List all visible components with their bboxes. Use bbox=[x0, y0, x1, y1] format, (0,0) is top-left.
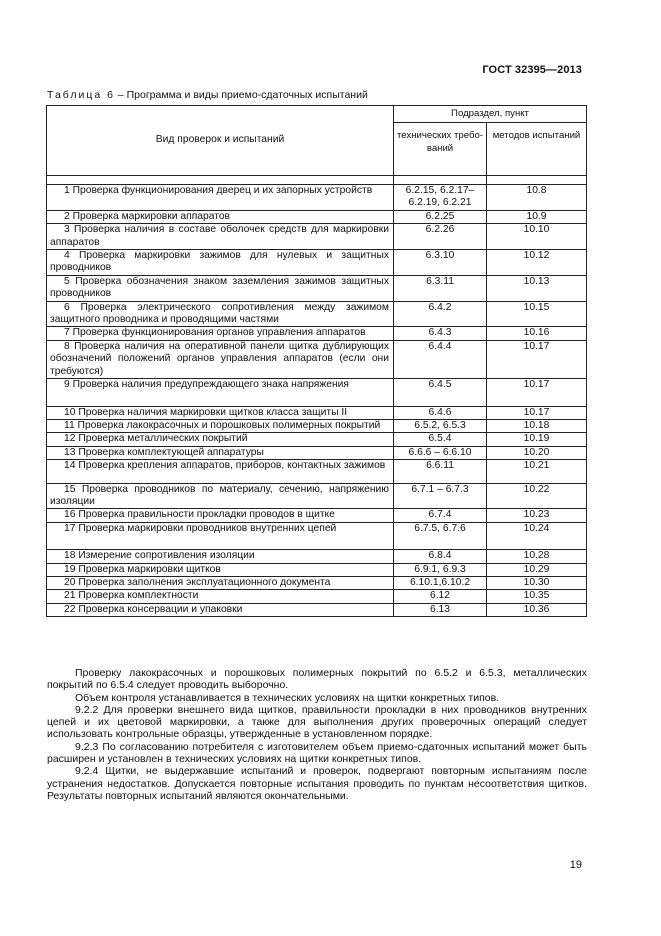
check-name-cell: 9 Проверка наличия предупреждающего знака напряжения bbox=[47, 379, 394, 406]
check-name-cell: 8 Проверка наличия на оперативной панели щитка дублирующих обозначений положений органов управления аппаратов (если они требуются) bbox=[47, 340, 394, 378]
check-name-cell: 18 Измерение сопротивления изоляции bbox=[47, 550, 394, 563]
table-row bbox=[47, 433, 587, 446]
table-row bbox=[47, 210, 587, 223]
table-caption-title: Программа и виды приемо-сдаточных испытаний bbox=[126, 89, 368, 101]
check-name-cell: 12 Проверка металлических покрытий bbox=[47, 433, 394, 446]
check-name-cell: 2 Проверка маркировки аппаратов bbox=[47, 210, 394, 223]
tech-requirement-cell: 6.4.6 bbox=[394, 406, 487, 419]
header-subsection: Подраздел, пункт bbox=[394, 106, 587, 123]
check-name-cell: 4 Проверка маркировки зажимов для нулевых и защитных проводников bbox=[47, 250, 394, 276]
check-name-cell: 20 Проверка заполнения эксплуатационного документа bbox=[47, 576, 394, 589]
paragraph: 9.2.3 По согласованию потребителя с изготовителем объем приемо-сдаточных испытаний может быть расширен и установлен в технических условиях на щитки конкретных типов. bbox=[47, 740, 587, 766]
table-row bbox=[47, 460, 587, 483]
test-method-cell: 10.18 bbox=[487, 419, 587, 432]
check-name-cell: 10 Проверка наличия маркировки щитков класса защиты II bbox=[47, 406, 394, 419]
paragraph: Объем контроля устанавливается в технических условиях на щитки конкретных типов. bbox=[75, 691, 500, 704]
check-name-cell: 21 Проверка комплектности bbox=[47, 590, 394, 603]
paragraph: 9.2.4 Щитки, не выдержавшие испытаний и проверок, подвергают повторным испытаниям после устранения недостатков. Допускается повторные испытания проводить по пунктам несоответствия щитков. Результаты повторных испытаний являются окончательными. bbox=[47, 765, 587, 802]
table-row bbox=[47, 327, 587, 340]
table-row bbox=[47, 406, 587, 419]
tech-requirement-cell: 6.4.2 bbox=[394, 301, 487, 327]
table-row bbox=[47, 550, 587, 563]
check-name-cell: 1 Проверка функционирования дверец и их запорных устройств bbox=[47, 185, 394, 211]
table-row bbox=[47, 563, 587, 576]
check-name-cell: 5 Проверка обозначения знаком заземления зажимов защитных проводников bbox=[47, 275, 394, 301]
table-row bbox=[47, 576, 587, 589]
tech-requirement-cell: 6.3.10 bbox=[394, 250, 487, 276]
tech-requirement-cell: 6.5.4 bbox=[394, 433, 487, 446]
paragraph: 9.2.2 Для проверки внешнего вида щитков, правильности прокладки в них проводников внутренних цепей и их цветовой маркировки, а также для выполнения других проверочных операций следует использовать контрольные образцы, утвержденные в установленном порядке. bbox=[47, 703, 587, 741]
check-name-cell: 17 Проверка маркировки проводников внутренних цепей bbox=[47, 522, 394, 549]
check-name-cell: 3 Проверка наличия в составе оболочек средств для маркировки аппаратов bbox=[47, 224, 394, 250]
test-method-cell: 10.35 bbox=[487, 590, 587, 603]
table-caption-dash: – bbox=[114, 89, 127, 101]
test-method-cell: 10.29 bbox=[487, 563, 587, 576]
body-text bbox=[47, 667, 587, 802]
check-name-cell: 19 Проверка маркировки щитков bbox=[47, 563, 394, 576]
test-method-cell: 10.24 bbox=[487, 522, 587, 549]
tech-requirement-cell: 6.9.1, 6.9.3 bbox=[394, 563, 487, 576]
check-name-cell: 22 Проверка консервации и упаковки bbox=[47, 603, 394, 616]
test-method-cell: 10.8 bbox=[487, 185, 587, 211]
test-method-cell: 10.20 bbox=[487, 446, 587, 459]
test-method-cell: 10.12 bbox=[487, 250, 587, 276]
check-name-cell: 16 Проверка правильности прокладки проводов в щитке bbox=[47, 509, 394, 522]
table-caption-label: Таблица 6 bbox=[47, 89, 115, 101]
check-name-cell: 6 Проверка электрического сопротивления между зажимом защитного проводника и проводящими частями bbox=[47, 301, 394, 327]
tech-requirement-cell: 6.7.1 – 6.7.3 bbox=[394, 483, 487, 509]
test-method-cell: 10.16 bbox=[487, 327, 587, 340]
header-check-type: Вид проверок и испытаний bbox=[47, 106, 394, 176]
tech-requirement-cell: 6.7.4 bbox=[394, 509, 487, 522]
standard-designation: ГОСТ 32395—2013 bbox=[482, 64, 582, 76]
header-tech-requirements: технических требо-ваний bbox=[394, 123, 487, 176]
tech-requirement-cell: 6.3.11 bbox=[394, 275, 487, 301]
test-method-cell: 10.10 bbox=[487, 224, 587, 250]
table-row bbox=[47, 603, 587, 616]
test-method-cell: 10.17 bbox=[487, 379, 587, 406]
tech-requirement-cell: 6.2.25 bbox=[394, 210, 487, 223]
test-method-cell: 10.28 bbox=[487, 550, 587, 563]
tech-requirement-cell: 6.10.1,6.10.2 bbox=[394, 576, 487, 589]
test-method-cell: 10.17 bbox=[487, 340, 587, 378]
check-name-cell: 7 Проверка функционирования органов управления аппаратов bbox=[47, 327, 394, 340]
check-name-cell: 15 Проверка проводников по материалу, сечению, напряжению изоляции bbox=[47, 483, 394, 509]
check-name-cell: 11 Проверка лакокрасочных и порошковых полимерных покрытий bbox=[47, 419, 394, 432]
check-name-cell: 14 Проверка крепления аппаратов, приборов, контактных зажимов bbox=[47, 460, 394, 483]
page-number: 19 bbox=[569, 859, 582, 871]
test-method-cell: 10.19 bbox=[487, 433, 587, 446]
test-method-cell: 10.23 bbox=[487, 509, 587, 522]
test-method-cell: 10.15 bbox=[487, 301, 587, 327]
table-row bbox=[47, 275, 587, 301]
table-row bbox=[47, 224, 587, 250]
table-row bbox=[47, 250, 587, 276]
table-body bbox=[47, 176, 587, 617]
test-method-cell: 10.13 bbox=[487, 275, 587, 301]
tech-requirement-cell: 6.7.5, 6.7.6 bbox=[394, 522, 487, 549]
tech-requirement-cell: 6.6.6 – 6.6.10 bbox=[394, 446, 487, 459]
table-row bbox=[47, 301, 587, 327]
table-row bbox=[47, 446, 587, 459]
tech-requirement-cell: 6.6.11 bbox=[394, 460, 487, 483]
tech-requirement-cell: 6.4.4 bbox=[394, 340, 487, 378]
header-test-methods: методов испытаний bbox=[487, 123, 587, 176]
table-row bbox=[47, 340, 587, 378]
tech-requirement-cell: 6.5.2, 6.5.3 bbox=[394, 419, 487, 432]
tech-requirement-cell: 6.2.15, 6.2.17–6.2.19, 6.2.21 bbox=[394, 185, 487, 211]
table-row bbox=[47, 379, 587, 406]
table-row bbox=[47, 590, 587, 603]
test-method-cell: 10.9 bbox=[487, 210, 587, 223]
table-row bbox=[47, 419, 587, 432]
tech-requirement-cell: 6.12 bbox=[394, 590, 487, 603]
tech-requirement-cell: 6.4.5 bbox=[394, 379, 487, 406]
tech-requirement-cell: 6.8.4 bbox=[394, 550, 487, 563]
test-method-cell: 10.22 bbox=[487, 483, 587, 509]
test-method-cell: 10.36 bbox=[487, 603, 587, 616]
table-caption bbox=[47, 89, 368, 101]
table-row bbox=[47, 185, 587, 211]
table-row bbox=[47, 522, 587, 549]
paragraph: Проверку лакокрасочных и порошковых полимерных покрытий по 6.5.2 и 6.5.3, металлических покрытий по 6.5.4 следует проводить выборочно. bbox=[47, 667, 587, 692]
tech-requirement-cell: 6.13 bbox=[394, 603, 487, 616]
test-method-cell: 10.17 bbox=[487, 406, 587, 419]
table-row bbox=[47, 509, 587, 522]
table-row bbox=[47, 483, 587, 509]
test-method-cell: 10.21 bbox=[487, 460, 587, 483]
check-name-cell: 13 Проверка комплектующей аппаратуры bbox=[47, 446, 394, 459]
acceptance-tests-table bbox=[46, 105, 587, 617]
test-method-cell: 10.30 bbox=[487, 576, 587, 589]
tech-requirement-cell: 6.2.26 bbox=[394, 224, 487, 250]
tech-requirement-cell: 6.4.3 bbox=[394, 327, 487, 340]
